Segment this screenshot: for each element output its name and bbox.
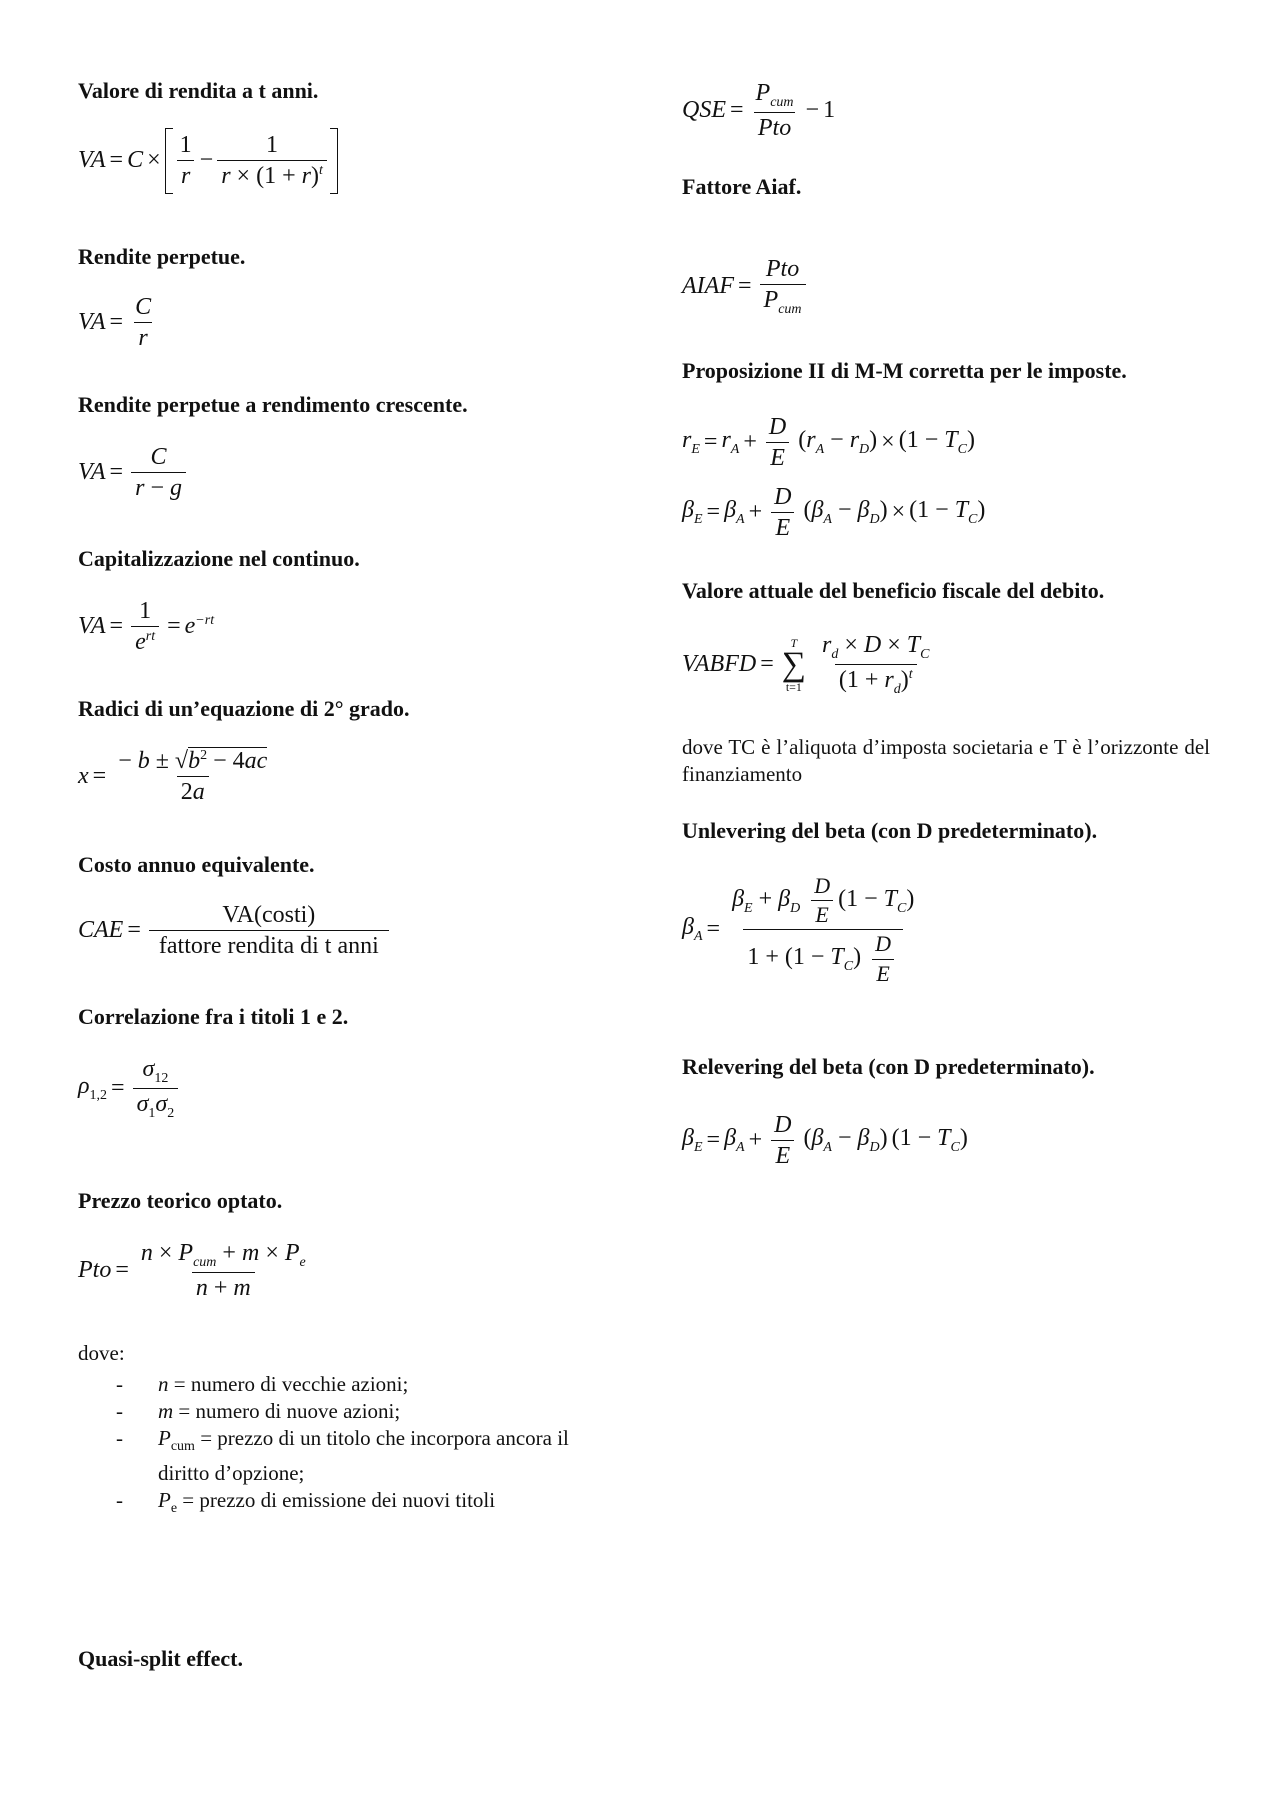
formula-continuous: VA = $\frac{1}{e^{rt}}$ = $e^{-rt}$ <box>78 598 215 656</box>
list-item: - $P_e$ = prezzo di emissione dei nuovi titoli <box>116 1488 496 1517</box>
formula-growing-perpetuity: VA = $\frac{C}{r - g}$ <box>78 444 190 502</box>
section-title: Rendite perpetue. <box>78 244 246 269</box>
pto-legend <box>78 1340 638 1522</box>
formula-cae: CAE = $\frac{\text{VA(costi)}}{\text{fattore rendita di t anni}}$ <box>78 902 393 960</box>
section-title: Fattore Aiaf. <box>682 174 802 199</box>
section-title: Correlazione fra i titoli 1 e 2. <box>78 1004 349 1029</box>
section-title: Quasi-split effect. <box>78 1646 243 1671</box>
vabfd-note: dove TC è l’aliquota d’imposta societaria e T è l’orizzonte del finanziamento <box>682 735 1210 786</box>
section-title: Valore di rendita a t anni. <box>78 78 319 103</box>
formula-mm-re: $r_E$ = $r_A$ + $\frac{D}{E}$ $(r_A - r_D)$ × $(1 - T_C)$ <box>682 414 975 472</box>
formula-vabfd: VABFD = T ∑ t=1 $\frac{r_d \times D \times T_C}{(1 + r_d)^t}$ <box>682 632 930 697</box>
cae-numerator: VA(costi) <box>222 902 316 928</box>
section-title: Proposizione II di M-M corretta per le imposte. <box>682 358 1127 383</box>
formula-qse: QSE = $\frac{P_{cum}}{\text{Pto}}$ − 1 <box>682 80 836 142</box>
list-item: - $P_{cum}$ = prezzo di un titolo che incorpora ancora il diritto d’opzione; <box>116 1426 569 1486</box>
formula-correlation: $\rho_{1,2}$ = $\frac{\sigma_{12}}{\sigma_1\sigma_2}$ <box>78 1056 182 1121</box>
formula-quadratic: x = $\frac{- b \pm √b^2 - 4ac}{2a}$ <box>78 748 268 806</box>
cae-denominator: fattore rendita di t anni <box>149 930 389 959</box>
list-item: - n = numero di vecchie azioni; <box>116 1372 409 1396</box>
section-title: Rendite perpetue a rendimento crescente. <box>78 392 468 417</box>
section-title: Costo annuo equivalente. <box>78 852 315 877</box>
formula-relevering: $\beta_E$ = $\beta_A$ + $\frac{D}{E}$ $(\beta_A - \beta_D)$ $(1 - T_C)$ <box>682 1112 968 1170</box>
formula-aiaf: AIAF = $\frac{\text{Pto}}{P_{cum}}$ <box>682 256 810 318</box>
formula-unlevering: $\beta_A$ = $\beta_E + \beta_D$ $\frac{D}{E}$ $(1 - T_C)$ $1 + (1 - T_C)$ $\frac{D}{E}$ <box>682 873 915 986</box>
list-item: - m = numero di nuove azioni; <box>116 1399 401 1423</box>
formula-annuity: VA = C × $\frac{1}{r}$ − $\frac{1}{r \times (1 + r)^t}$ <box>78 128 338 194</box>
section-title: Valore attuale del beneficio fiscale del debito. <box>682 578 1105 603</box>
section-title: Capitalizzazione nel continuo. <box>78 546 360 571</box>
legend-list <box>78 1371 638 1522</box>
dove-label: dove: <box>78 1341 125 1365</box>
section-title: Radici di un’equazione di 2° grado. <box>78 696 410 721</box>
section-title: Unlevering del beta (con D predeterminato). <box>682 818 1098 843</box>
formula-mm-beta: $\beta_E$ = $\beta_A$ + $\frac{D}{E}$ $(\beta_A - \beta_D)$ × $(1 - T_C)$ <box>682 484 986 542</box>
formula-perpetuity: VA = $\frac{C}{r}$ <box>78 294 152 352</box>
section-title: Relevering del beta (con D predeterminato). <box>682 1054 1095 1079</box>
section-title: Prezzo teorico optato. <box>78 1188 283 1213</box>
formula-pto: Pto = $\frac{n \times P_{cum} + m \times P_e}{n + m}$ <box>78 1240 306 1302</box>
